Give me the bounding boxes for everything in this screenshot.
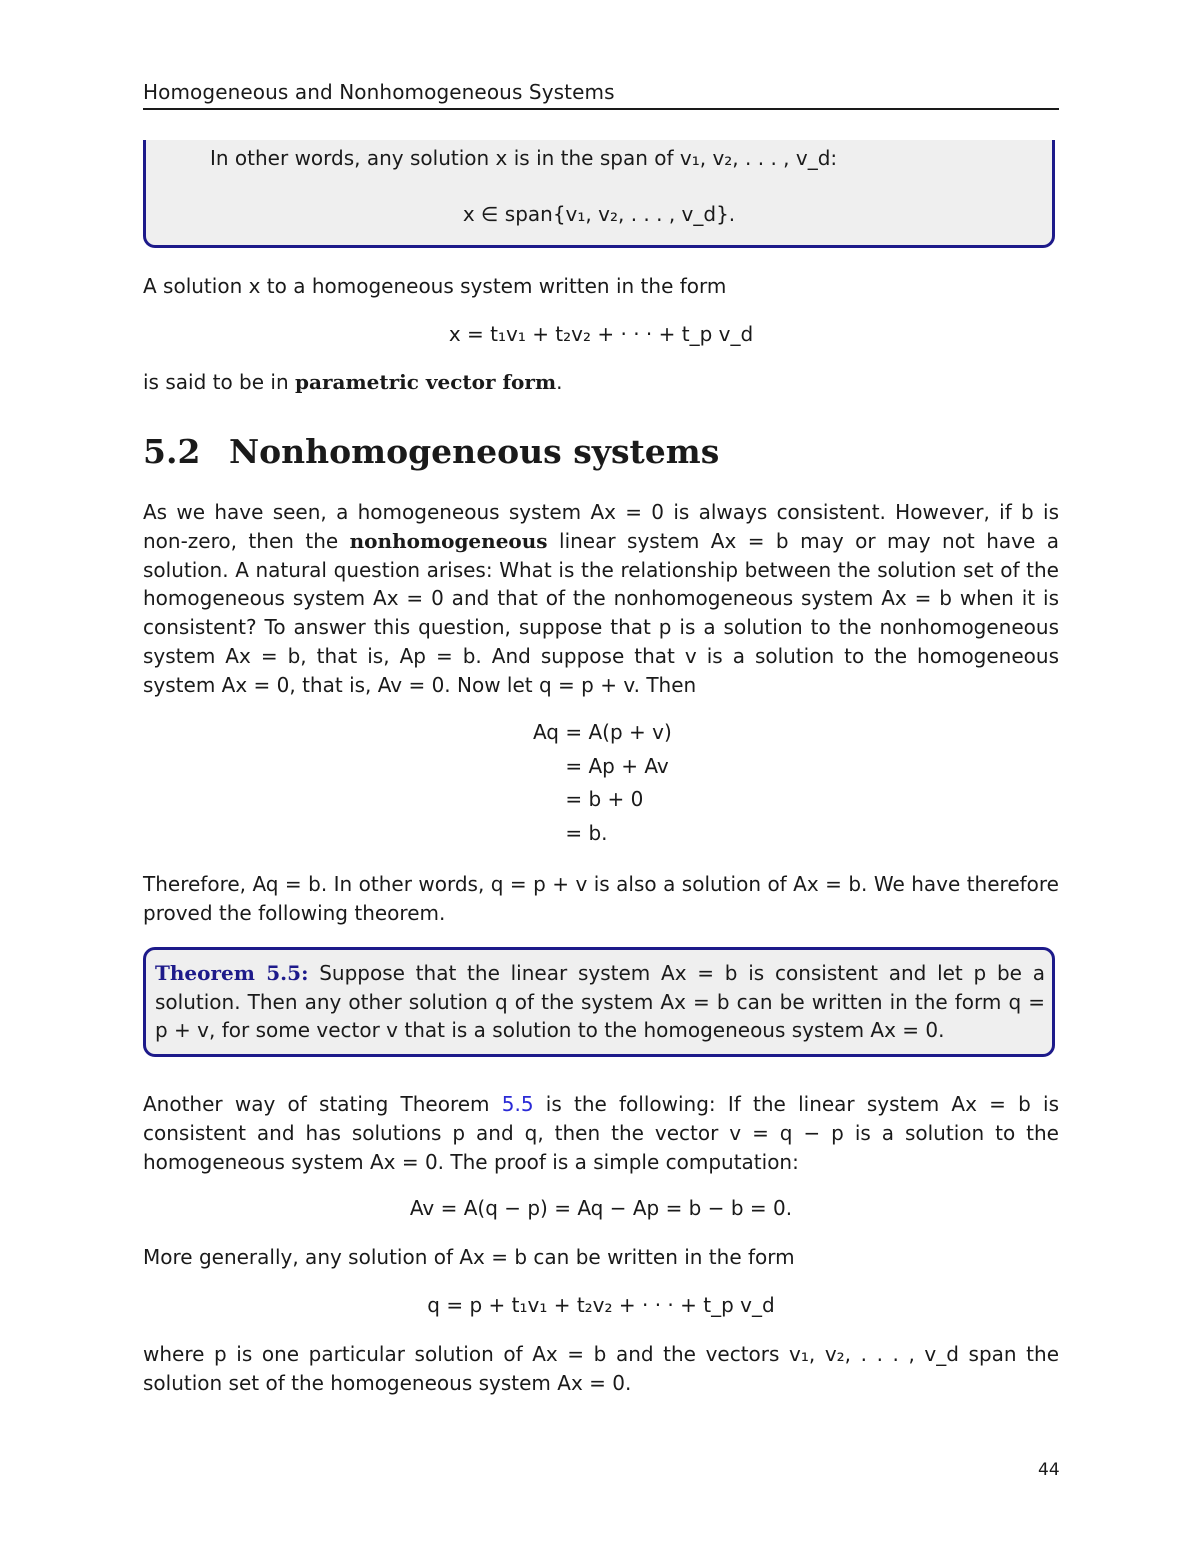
equation-row (523, 817, 672, 851)
theorem-text: Suppose that the linear system Ax = b is consistent and let p be a solution. Then any other solution q of the system Ax = b can be written in the form q = p + v, for some vector v that is a solution to the homogeneous system Ax = 0. (155, 961, 1045, 1042)
theorem-label: Theorem 5.5: (155, 961, 309, 985)
equation-rhs: = Ap + Av (565, 753, 669, 778)
paragraph: Therefore, Aq = b. In other words, q = p + v is also a solution of Ax = b. We have therefore proved the following theorem. (143, 872, 1059, 925)
equation-parametric: x = t₁v₁ + t₂v₂ + · · · + t_p v_d (448, 322, 754, 346)
equation-rhs: = b. (565, 820, 608, 845)
theorem-reference-link[interactable]: 5.5 (501, 1092, 534, 1116)
paragraph (143, 498, 1059, 700)
section-heading (143, 432, 719, 471)
paragraph: More generally, any solution of Ax = b can be written in the form (143, 1245, 795, 1269)
running-header: Homogeneous and Nonhomogeneous Systems (143, 80, 1059, 110)
equation-row (523, 750, 672, 784)
paragraph (143, 1090, 1059, 1176)
equation-rhs: = A(p + v) (565, 720, 672, 744)
equation-row (523, 716, 672, 750)
paragraph-text: . (556, 370, 563, 394)
page-number: 44 (1038, 1460, 1060, 1480)
paragraph-text: linear system Ax = b may or may not have a solution. A natural question arises: What is the relationship between the solution set of the homogeneous system Ax = 0 and that of the nonhomogeneous system Ax = b when it is consistent? To answer this question, suppose that p is a solution to the nonhomogeneous system Ax = b, that is, Ap = b. And suppose that v is a solution to the homogeneous system Ax = 0, that is, Av = 0. Now let q = p + v. Then (143, 528, 1059, 697)
equation-lhs: Aq (532, 720, 559, 744)
theorem-box (143, 947, 1055, 1057)
paragraph: A solution x to a homogeneous system written in the form (143, 274, 727, 298)
paragraph: where p is one particular solution of Ax = b and the vectors v₁, v₂, . . . , v_d span the solution set of the homogeneous system Ax = 0. (143, 1342, 1059, 1395)
paragraph-text: Another way of stating Theorem (143, 1092, 502, 1116)
theorem-body (155, 959, 1045, 1045)
paragraph-text: is the following: If the linear system Ax = b is consistent and has solutions p and q, then the vector v = q − p is a solution to the homogeneous system Ax = 0. The proof is a simple computation: (143, 1092, 1059, 1174)
continued-theorem-box (143, 140, 1055, 248)
box-equation: x ∈ span{v₁, v₂, . . . , v_d}. (462, 202, 736, 226)
paragraph-text: As we have seen, a homogeneous system Ax = 0 is always consistent. However, if b is non-zero, then the (143, 500, 1059, 553)
equation-row (523, 783, 672, 817)
paragraph (143, 368, 1059, 397)
term-bold: nonhomogeneous (349, 528, 548, 553)
equation-rhs: = b + 0 (565, 787, 644, 811)
section-title: Nonhomogeneous systems (229, 432, 720, 471)
box-text-line: In other words, any solution x is in the span of v₁, v₂, . . . , v_d: (210, 146, 838, 170)
section-number: 5.2 (143, 432, 201, 471)
term-bold: parametric vector form (295, 370, 557, 394)
aligned-equations (523, 716, 672, 850)
equation-general-solution: q = p + t₁v₁ + t₂v₂ + · · · + t_p v_d (427, 1293, 775, 1317)
equation-proof: Av = A(q − p) = Aq − Ap = b − b = 0. (409, 1196, 793, 1220)
paragraph-text: is said to be in (143, 370, 296, 394)
